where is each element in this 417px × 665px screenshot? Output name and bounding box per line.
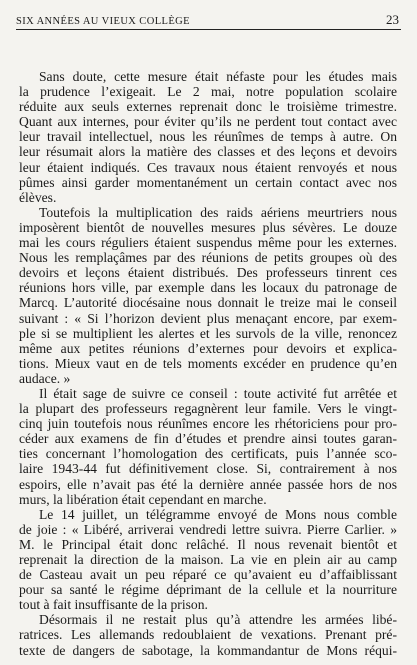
text-line: imposèrent bientôt de nouvelles mesures plus sévères. Le douze (19, 219, 397, 235)
header-rule (16, 29, 401, 30)
text-line: reprenait la direction de la maison. La vie en plein air au camp (19, 552, 397, 567)
text-line: ties concernant l’homologation des certificats, puis l’année sco- (19, 446, 397, 462)
text-line: Sans doute, cette mesure était néfaste pour les études mais (39, 69, 397, 84)
text-line: tions. Mieux vaut en de tels moments excéder en prudence qu’en (19, 355, 397, 371)
text-line: audace. » (19, 370, 71, 386)
text-line: devoirs et leçons étaient distribués. Des professeurs tinrent ces (19, 265, 397, 281)
text-line: la plupart des professeurs regagnèrent leur famile. Vers le vingt- (19, 401, 397, 417)
text-line: M. le Principal était donc relâché. Il nous revenait bientôt et (19, 536, 397, 552)
text-line: Il était sage de suivre ce conseil : toute activité fut arrêtée et (39, 385, 397, 401)
text-line: la prudence l’exigeait. Le 2 mai, notre population scolaire (19, 84, 397, 100)
text-line: Marcq. L’autorité diocésaine nous donnait le treize mai le conseil (19, 295, 397, 311)
text-line: leur résumait alors la matière des classes et des leçons et devoirs (19, 144, 397, 160)
text-line: leur étaient indiqués. Ces travaux nous étaient renvoyés et nous (19, 159, 397, 175)
text-line: tout à fait insuffisante de la prison. (19, 597, 208, 613)
text-line: élèves. (19, 189, 57, 205)
text-line: Nous les remplaçâmes par des réunions de petits groupes où des (19, 250, 397, 266)
body-text (19, 69, 397, 658)
text-line: mai les cours réguliers étaient suspendus même pour les externes. (19, 235, 397, 251)
text-line: même aux petites réunions d’externes pour devoirs et explica- (19, 340, 397, 356)
text-line: espoirs, elle n’avait pas été la dernière année passée hors de nos (19, 476, 397, 492)
running-head: SIX ANNÉES AU VIEUX COLLÈGE (16, 16, 190, 27)
text-line: ple si se multiplient les alertes et les survols de la ville, renoncez (19, 325, 397, 341)
text-line: céder aux examens de fin d’études et prendre ainsi toutes garan- (19, 431, 397, 447)
text-line: leur travail intellectuel, nous les réunîmes de temps à autre. On (19, 129, 397, 145)
text-line: Toutefois la multiplication des raids aériens meurtriers nous (39, 204, 397, 220)
text-line: Quant aux internes, pour éviter qu’ils ne perdent tout contact avec (19, 114, 397, 130)
text-line: de Casteau avait un peu réparé ce qu’avaient eu d’affaiblissant (19, 567, 397, 583)
page-header (16, 12, 399, 28)
page-number: 23 (386, 12, 399, 27)
text-line: réduite aux seuls externes reprenait donc le troisième trimestre. (19, 99, 397, 115)
text-line: Le 14 juillet, un télégramme envoyé de Mons nous comble (39, 506, 397, 522)
text-line: Désormais il ne restait plus qu’à attendre les armées libé- (39, 612, 397, 628)
text-line: laire 1943-44 fut définitivement close. Si, contrairement à nos (19, 461, 397, 477)
text-line: pour sa santé le régime déprimant de la cellule et la nourriture (19, 582, 397, 598)
text-line: suivant : « Si l’horizon devient plus menaçant encore, par exem- (19, 310, 397, 326)
text-line: réunions hors ville, par exemple dans les locaux du patronage de (19, 280, 397, 296)
text-line: texte de dangers de sabotage, la kommandantur de Mons réqui- (19, 642, 397, 658)
text-line: cinq juin toutefois nous réunîmes encore les rhétoriciens pour pro- (19, 416, 397, 432)
text-line: murs, la libération était cependant en marche. (19, 491, 267, 507)
text-line: de joie : « Libéré, arriverai vendredi lettre suivra. Pierre Carlier. » (19, 521, 397, 537)
text-line: ratrices. Les allemands redoublaient de vexations. Prenant pré- (19, 627, 397, 643)
text-line: pûmes ainsi garder momentanément un certain contact avec nos (19, 174, 397, 190)
